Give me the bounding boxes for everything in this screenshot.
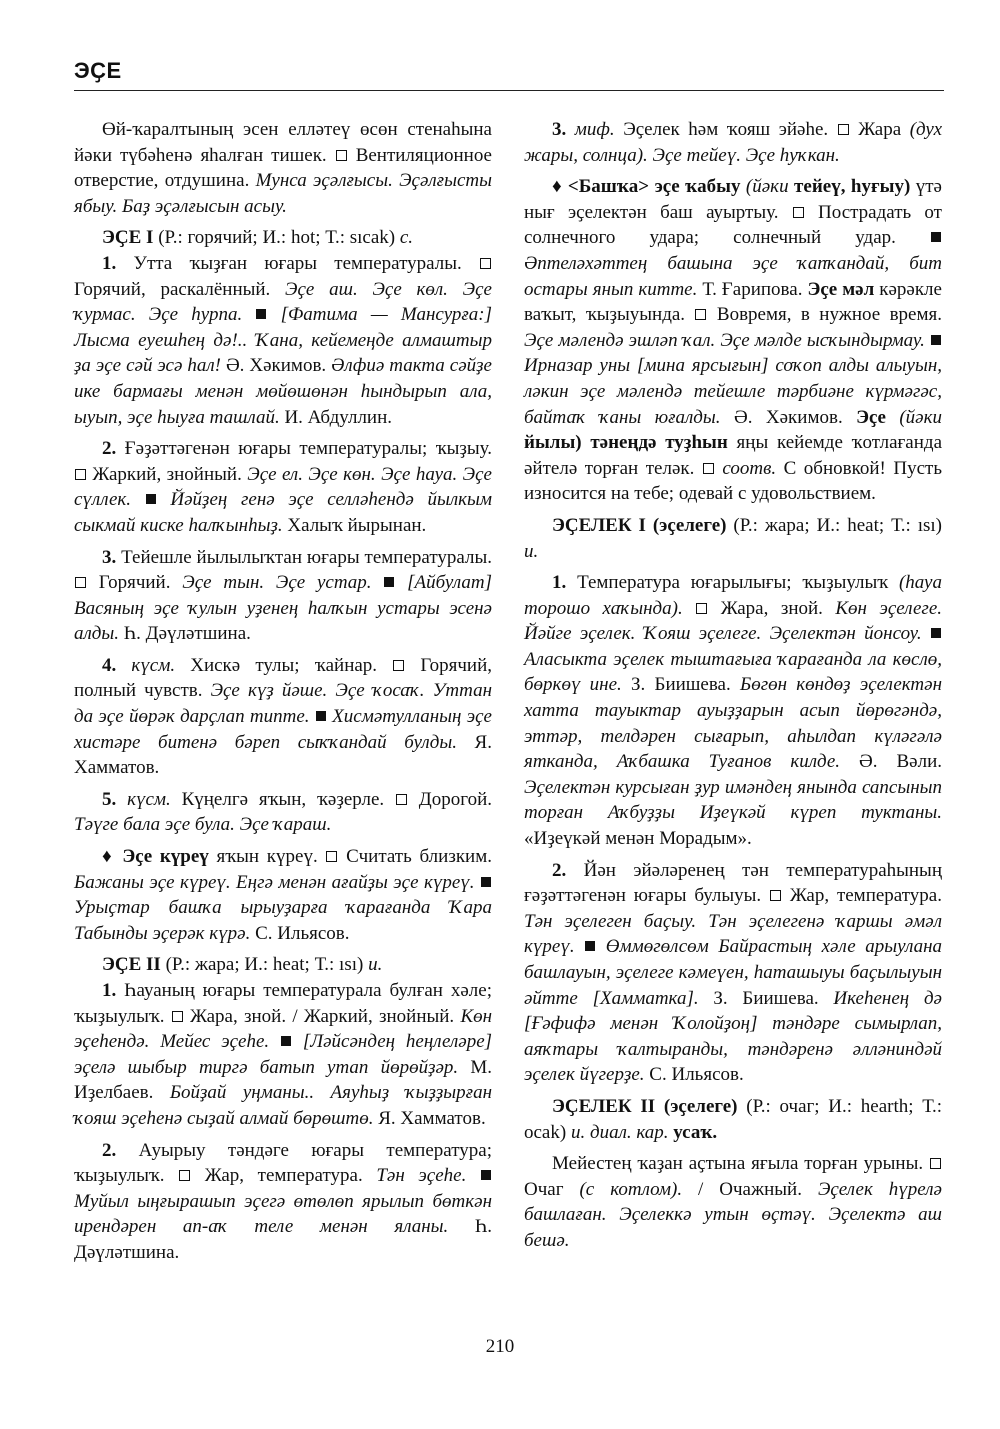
entry-headword: ЭҪЕ II (Р.: жара; И.: heat; Т.: ısı) и. (102, 954, 383, 976)
running-title: ЭҪЕ (74, 58, 122, 83)
entry-paragraph: Мейестең ҡаҙан аҫтына яғыла торған урыны. Очаг (с котлом). / Очажный. Эҫелек һүрелә башлаған. Эҫелеккә утын өҫтәү. Эҫелектә аш бешә. (524, 1153, 942, 1251)
entry-sense: 1. Утта ҡыҙған юғары температуралы. Горячий, раскалённый. Эҫе аш. Эҫе көл. Эҫе ҡурмас. Эҫе һурпа. [Фатима — Мансурға:] Лысма еуешһең дә!.. Ҡана, кейемеңде алмаштыр ҙа эҫе сәй эсә һал! Ә. Хәкимов. Әлфиә такта сәйҙе ике бармағы менән мөйөшөнән һындырып ала, ыуып, эҫе һыуға ташлай. И. Абдуллин. (74, 252, 493, 428)
page-number: 210 (485, 1336, 515, 1357)
russian-gloss-marker-icon (326, 851, 337, 862)
russian-gloss-marker-icon (770, 890, 781, 901)
russian-gloss-marker-icon (930, 1158, 941, 1169)
citation-marker-icon (316, 711, 326, 721)
citation-marker-icon (256, 309, 266, 319)
russian-gloss-marker-icon (172, 1011, 183, 1022)
right-column (524, 117, 942, 1254)
russian-gloss-marker-icon (396, 794, 407, 805)
russian-gloss-marker-icon (393, 660, 404, 671)
citation-marker-icon (281, 1036, 291, 1046)
citation-marker-icon (931, 335, 941, 345)
russian-gloss-marker-icon (695, 309, 706, 320)
citation-marker-icon (931, 628, 941, 638)
entry-idiom: ♦ Эҫе күреү яҡын күреү. Считать близким. Бажаны эҫе күреү. Еңгә менән ағайҙы эҫе күреү. Урыҫтар башҡа ырыуҙарға ҡарағанда Ҡара Табынды эҫерәк күрә. С. Ильясов. (74, 846, 492, 944)
russian-gloss-marker-icon (75, 577, 86, 588)
entry-paragraph: Өй-ҡаралтының эсен елләтеү өсөн стенаһына йәки түбәһенә яһалған тишек. Вентиляционное отверстие, отдушина. Мунса эҫәлғысы. Эҫәлғысты ябыу. Баҙ эҫәлғысын асыу. (74, 119, 492, 217)
page-header (74, 50, 944, 91)
citation-marker-icon (384, 577, 394, 587)
entry-sense: 3. Тейешле йылылыҡтан юғары температуралы. Горячий. Эҫе тын. Эҫе устар. [Айбулат] Васяның эҫе ҡулын уҙенең һалҡын устары эсенә алды. Һ. Дәүләтшина. (74, 546, 492, 645)
entry-sense: 2. Ауырыу тәндәге юғары температура; ҡыҙыулыҡ. Жар, температура. Тән эҫеһе. Муйыл ыңғырашып эҫегә өтөлөп ярылып бөткән ирендәрен ап-аҡ теле менән яланы. Һ. Дәүләтшина. (74, 1139, 492, 1263)
entry-sense: 3. миф. Эҫелек һәм ҡояш эйәһе. Жара (дух жары, солнца). Эҫе тейеү. Эҫе һуҡкан. (524, 119, 943, 166)
russian-gloss-marker-icon (179, 1170, 190, 1181)
citation-marker-icon (146, 494, 156, 504)
citation-marker-icon (481, 877, 491, 887)
left-column (74, 117, 492, 1266)
russian-gloss-marker-icon (703, 463, 714, 474)
russian-gloss-marker-icon (696, 603, 707, 614)
entry-headword: ЭҪЕЛЕК II (эҫелеге) (Р.: очаг; И.: hearth; Т.: ocak) и. диал. кар. усаҡ. (524, 1095, 942, 1143)
entry-headword: ЭҪЕЛЕК I (эҫелеге) (Р.: жара; И.: heat; Т.: ısı) и. (524, 514, 942, 562)
russian-gloss-marker-icon (336, 150, 347, 161)
entry-idiom: ♦ <Башҡа> эҫе ҡабыу (йәки тейеү, һуғыу) үтә нығ эҫелектән баш ауыртыу. Пострадать от солнечного удара; солнечный удар. Әптеләхәттең башына эҫе ҡапҡандай, бит остары янып китте. Т. Ғарипова. Эҫе мәл кәрәкле ваҡыт, ҡыҙыуында. Вовремя, в нужное время. Эҫе мәлендә эшләп ҡал. Эҫе мәлде ысҡындырмау. Ирназар уны [мина ярсығын] соҡоп алды алыуын, ләкин эҫе мәлендә тейешле тәрбиәне күрмәгәс, байтаҡ ҡаны юғалды. Ә. Хәкимов. Эҫе (йәки йылы) тәнеңдә туҙһын яңы кейемде ҡотлағанда әйтелә торған теләк. соотв. С обновкой! Пусть износится на тебе; одевай с удовольствием. (524, 176, 942, 505)
russian-gloss-marker-icon (793, 207, 804, 218)
entry-sense: 1. Һауаның юғары температурала булған хәле; ҡыҙыулыҡ. Жара, зной. / Жаркий, знойный. Көн эҫеһендә. Мейес эҫеһе. [Ләйсәндең һеңлеләре] эҫелә шыбыр тиргә батып утап йөрөйҙәр. М. Иҙелбаев. Бойҙай уңманы.. Аяуһыҙ ҡыҙҙырған ҡояш эҫеһенә сыҙай алмай бөрөштө. Я. Хамматов. (74, 980, 493, 1129)
citation-marker-icon (481, 1170, 491, 1180)
entry-headword: ЭҪЕ I (Р.: горячий; И.: hot; Т.: sıcak) с. (102, 227, 414, 249)
entry-sense: 2. Йән эйәләренең тән температураһының ғәҙәттәгенән юғары булыуы. Жар, температура. Тән эҫелеген баҫыу. Тән эҫелегенә ҡаршы әмәл күреү. Өммөгөлсөм Байрастың хәле арыулана башлауын, эҫелеге кәмеүен, һаташыуы баҫылыуын әйтте [Хамматка]. З. Биишева. Икеһенең дә [Ғәфифә менән Ҡолойҙоң] тәндәре сымырлап, аяҡтары ҡалтыранды, тәндәренә әлләниндәй эҫелек йүгерҙе. С. Ильясов. (524, 859, 943, 1086)
russian-gloss-marker-icon (75, 469, 86, 480)
russian-gloss-marker-icon (838, 124, 849, 135)
citation-marker-icon (931, 232, 941, 242)
entry-sense: 1. Температура юғарылығы; ҡыҙыулыҡ (һауа торошо хаҡында). Жара, зной. Көн эҫелеге. Йәйге эҫелек. Ҡояш эҫелеге. Эҫелектән йонсоу. Аласыкта эҫелек тыштағыға ҡарағанда ла көслө, бөркөү ине. З. Биишева. Бөгөн көндөҙ эҫелектән хатта тауыктар ауыҙҙарын асып йөрөгәндә, эттәр, телдәрен сығарып, аһылдап күләгәлә ятканда, Аҡбашка Туғанов килде. Ә. Вәли. Эҫелектән курсыған ҙур имәндең янында сапсынып торған Аҡбуҙҙы Иҙеүкәй күреп туктаны. «Иҙеүкәй менән Морадым». (524, 572, 943, 850)
entry-sense: 2. Ғәҙәттәгенән юғары температуралы; ҡыҙыу. Жаркий, знойный. Эҫе ел. Эҫе көн. Эҫе һауа. Эҫе сүллек. Йәйҙең генә эҫе селләһендә йылкым сыкмай киске һалҡынһыҙ. Халыҡ йырынан. (74, 438, 493, 536)
citation-marker-icon (585, 941, 595, 951)
entry-sense: 5. күсм. Күңелгә яҡын, ҡәҙерле. Дорогой. Тәүге бала эҫе була. Эҫе ҡараш. (74, 788, 492, 836)
russian-gloss-marker-icon (480, 258, 491, 269)
entry-sense: 4. күсм. Хискә тулы; ҡайнар. Горячий, полный чувств. Эҫе күҙ йәше. Эҫе ҡосаҡ. Уттан да эҫе йөрәк дарҫлап типте. Хисмәтулланың эҫе хистәре битенә бәреп сыҡҡандай булды. Я. Хамматов. (74, 654, 493, 779)
